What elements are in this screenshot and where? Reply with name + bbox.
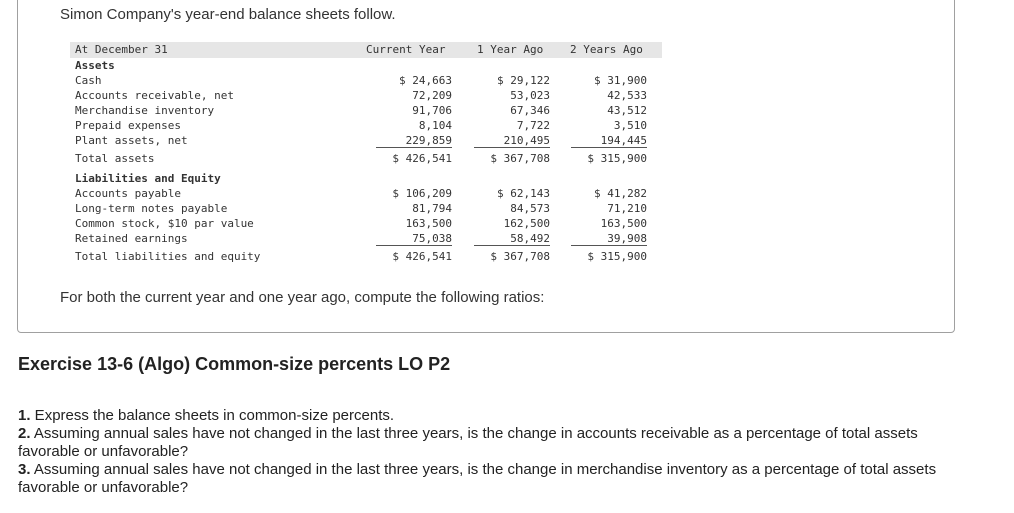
table-row — [70, 133, 662, 148]
table-row — [70, 73, 662, 88]
task-item — [18, 407, 958, 425]
value-2-years-ago: 3,510 — [613, 119, 647, 132]
row-label: Merchandise inventory — [75, 104, 215, 117]
value-current-year: 163,500 — [405, 217, 452, 230]
value-1-year-ago: $ 29,122 — [497, 74, 550, 87]
total-liabilities-equity-row — [70, 249, 662, 264]
value-2-years-ago: $ 41,282 — [594, 187, 647, 200]
row-label: Total liabilities and equity — [75, 250, 261, 263]
value-2-years-ago: 39,908 — [607, 232, 647, 245]
value-current-year: 81,794 — [412, 202, 452, 215]
value-current-year: $ 24,663 — [399, 74, 452, 87]
assets-rows — [70, 73, 662, 148]
table-row — [70, 216, 662, 231]
table-row — [70, 201, 662, 216]
row-label: Prepaid expenses — [75, 119, 181, 132]
task-item — [18, 425, 958, 461]
assets-heading: Assets — [75, 59, 115, 72]
liabilities-heading-row — [70, 171, 662, 186]
table-row — [70, 88, 662, 103]
task-number: 3. — [18, 461, 31, 478]
header-1-year-ago: 1 Year Ago — [477, 43, 544, 56]
question-prompt: For both the current year and one year ago, compute the following ratios: — [60, 289, 545, 306]
total-assets-row — [70, 151, 662, 166]
task-item — [18, 461, 958, 497]
assets-heading-row — [70, 58, 662, 73]
row-label: Cash — [75, 74, 102, 87]
row-label: Total assets — [75, 152, 155, 165]
value-1-year-ago: 162,500 — [503, 217, 550, 230]
value-current-year: $ 106,209 — [392, 187, 452, 200]
value-1-year-ago: 210,495 — [503, 134, 550, 147]
value-2-years-ago: 43,512 — [607, 104, 647, 117]
subtotal-rule — [474, 147, 550, 148]
value-1-year-ago: 7,722 — [516, 119, 550, 132]
header-current-year: Current Year — [366, 43, 446, 56]
value-current-year: 72,209 — [412, 89, 452, 102]
table-row — [70, 118, 662, 133]
value-2-years-ago: $ 31,900 — [594, 74, 647, 87]
value-1-year-ago: $ 367,708 — [490, 250, 550, 263]
task-number: 2. — [18, 425, 31, 442]
liabilities-heading: Liabilities and Equity — [75, 172, 221, 185]
header-2-years-ago: 2 Years Ago — [570, 43, 643, 56]
row-label: Accounts payable — [75, 187, 181, 200]
value-1-year-ago: $ 367,708 — [490, 152, 550, 165]
row-label: Plant assets, net — [75, 134, 188, 147]
value-2-years-ago: 42,533 — [607, 89, 647, 102]
header-date-label: At December 31 — [75, 43, 168, 56]
balance-sheet-table — [70, 42, 662, 264]
subtotal-rule — [571, 147, 647, 148]
subtotal-rule — [376, 245, 452, 246]
subtotal-rule — [376, 147, 452, 148]
value-2-years-ago: 194,445 — [600, 134, 647, 147]
value-1-year-ago: 53,023 — [510, 89, 550, 102]
value-2-years-ago: 163,500 — [600, 217, 647, 230]
subtotal-rule — [571, 245, 647, 246]
table-row — [70, 103, 662, 118]
value-current-year: $ 426,541 — [392, 250, 452, 263]
task-text: Express the balance sheets in common-size percents. — [30, 407, 395, 424]
value-1-year-ago: 58,492 — [510, 232, 550, 245]
value-current-year: $ 426,541 — [392, 152, 452, 165]
task-list — [18, 407, 958, 497]
value-1-year-ago: 67,346 — [510, 104, 550, 117]
value-2-years-ago: $ 315,900 — [587, 152, 647, 165]
row-label: Long-term notes payable — [75, 202, 228, 215]
value-current-year: 75,038 — [412, 232, 452, 245]
intro-text: Simon Company's year-end balance sheets follow. — [60, 6, 396, 23]
table-header — [70, 42, 662, 58]
task-text: Assuming annual sales have not changed in the last three years, is the change in accounts receivable as a percentage of total assets favorable or unfavorable? — [18, 425, 918, 460]
value-current-year: 91,706 — [412, 104, 452, 117]
table-row — [70, 231, 662, 246]
row-label: Retained earnings — [75, 232, 188, 245]
row-label: Accounts receivable, net — [75, 89, 234, 102]
value-current-year: 229,859 — [405, 134, 452, 147]
value-1-year-ago: 84,573 — [510, 202, 550, 215]
value-1-year-ago: $ 62,143 — [497, 187, 550, 200]
liabilities-rows — [70, 186, 662, 246]
task-text: Assuming annual sales have not changed in the last three years, is the change in merchandise inventory as a percentage of total assets favorable or unfavorable? — [18, 461, 937, 496]
value-2-years-ago: $ 315,900 — [587, 250, 647, 263]
subtotal-rule — [474, 245, 550, 246]
value-current-year: 8,104 — [418, 119, 452, 132]
row-label: Common stock, $10 par value — [75, 217, 254, 230]
task-number: 1. — [18, 407, 31, 424]
table-row — [70, 186, 662, 201]
value-2-years-ago: 71,210 — [607, 202, 647, 215]
exercise-title: Exercise 13-6 (Algo) Common-size percents LO P2 — [18, 354, 451, 374]
